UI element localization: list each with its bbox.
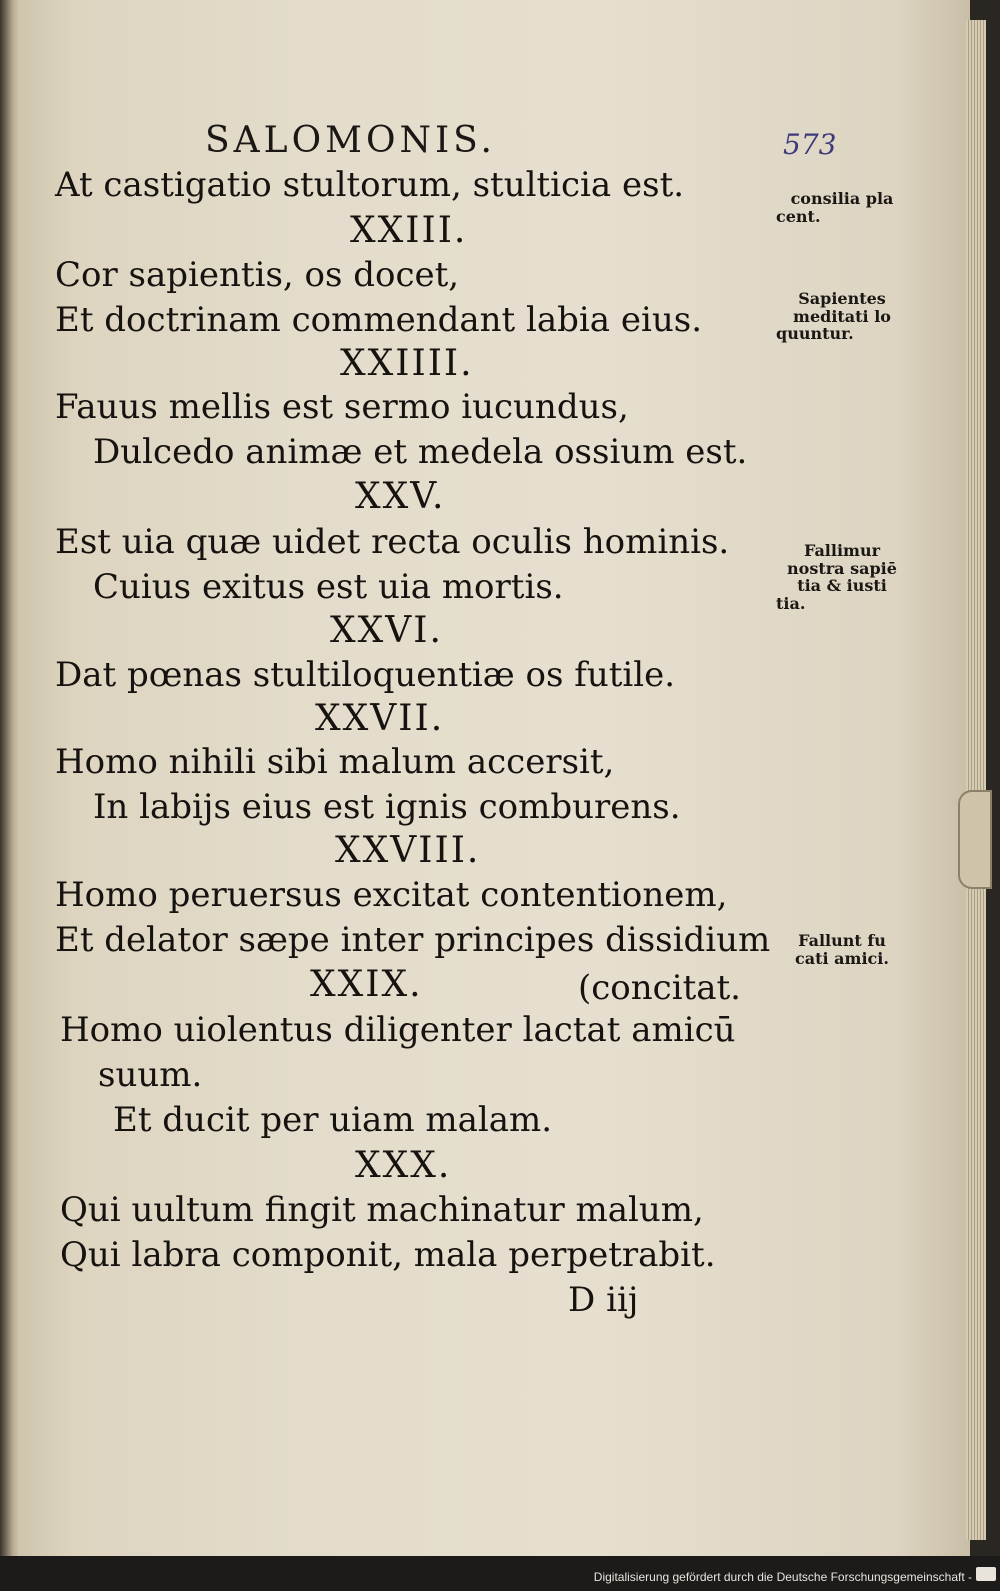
verse-number: XXVIII. <box>335 830 481 871</box>
verse-number: XXIIII. <box>340 343 474 384</box>
text-line: Homo peruersus excitat contentionem, <box>55 875 728 915</box>
handwritten-folio: 573 <box>783 128 837 161</box>
text-line: Qui uultum fingit machinatur malum, <box>60 1190 704 1230</box>
margin-note-line: cati amici. <box>795 948 889 968</box>
dfg-logo-icon <box>976 1567 996 1581</box>
margin-note <box>772 932 912 967</box>
margin-note <box>772 290 912 343</box>
text-line: suum. <box>98 1055 203 1095</box>
verse-number: XXVI. <box>330 610 443 651</box>
text-line: Cuius exitus est uia mortis. <box>93 567 564 607</box>
margin-note-line: tia. <box>776 593 806 613</box>
margin-note-line: quuntur. <box>776 324 854 344</box>
verse-number: XXIII. <box>350 210 468 251</box>
signature-mark: D iij <box>568 1280 639 1320</box>
text-line: Cor sapientis, os docet, <box>55 255 460 295</box>
footer-credit: Digitalisierung gefördert durch die Deutsche Forschungsgemeinschaft - <box>593 1570 972 1584</box>
page-header: SALOMONIS. <box>205 120 496 161</box>
margin-note-line: consilia pla <box>790 189 894 208</box>
text-line: Est uia quæ uidet recta oculis hominis. <box>55 522 730 562</box>
margin-note-line: Fallunt fu <box>798 931 886 950</box>
verse-number: XXX. <box>355 1145 452 1186</box>
page-edges <box>966 20 986 1540</box>
verse-number: XXIX. <box>310 964 423 1005</box>
margin-note-line: cent. <box>776 206 821 226</box>
text-line: At castigatio stultorum, stulticia est. <box>55 165 685 205</box>
page-clip <box>958 790 992 889</box>
margin-note-line: nostra sapiē <box>787 558 897 578</box>
text-line: Et doctrinam commendant labia eius. <box>55 300 702 340</box>
verse-number: XXVII. <box>315 698 445 739</box>
text-line: Fauus mellis est sermo iucundus, <box>55 387 629 427</box>
margin-note-line: Sapientes <box>798 289 886 308</box>
margin-note-line: meditati lo <box>793 306 891 326</box>
text-line: Homo nihili sibi malum accersit, <box>55 742 615 782</box>
margin-note-line: tia & iusti <box>797 576 887 596</box>
margin-note-line: Fallimur <box>803 541 881 560</box>
text-line: Et delator sæpe inter principes dissidium <box>55 920 771 960</box>
text-line: Dulcedo animæ et medela ossium est. <box>93 432 748 472</box>
text-line: Et ducit per uiam malam. <box>113 1100 553 1140</box>
margin-note <box>772 190 912 225</box>
margin-note <box>772 542 912 612</box>
text-line: Dat pœnas stultiloquentiæ os futile. <box>55 655 676 695</box>
text-line: Homo uiolentus diligenter lactat amicū <box>60 1010 736 1050</box>
text-line: In labijs eius est ignis comburens. <box>93 787 681 827</box>
text-line: (concitat. <box>578 968 741 1008</box>
verse-number: XXV. <box>355 476 446 517</box>
text-line: Qui labra componit, mala perpetrabit. <box>60 1235 716 1275</box>
